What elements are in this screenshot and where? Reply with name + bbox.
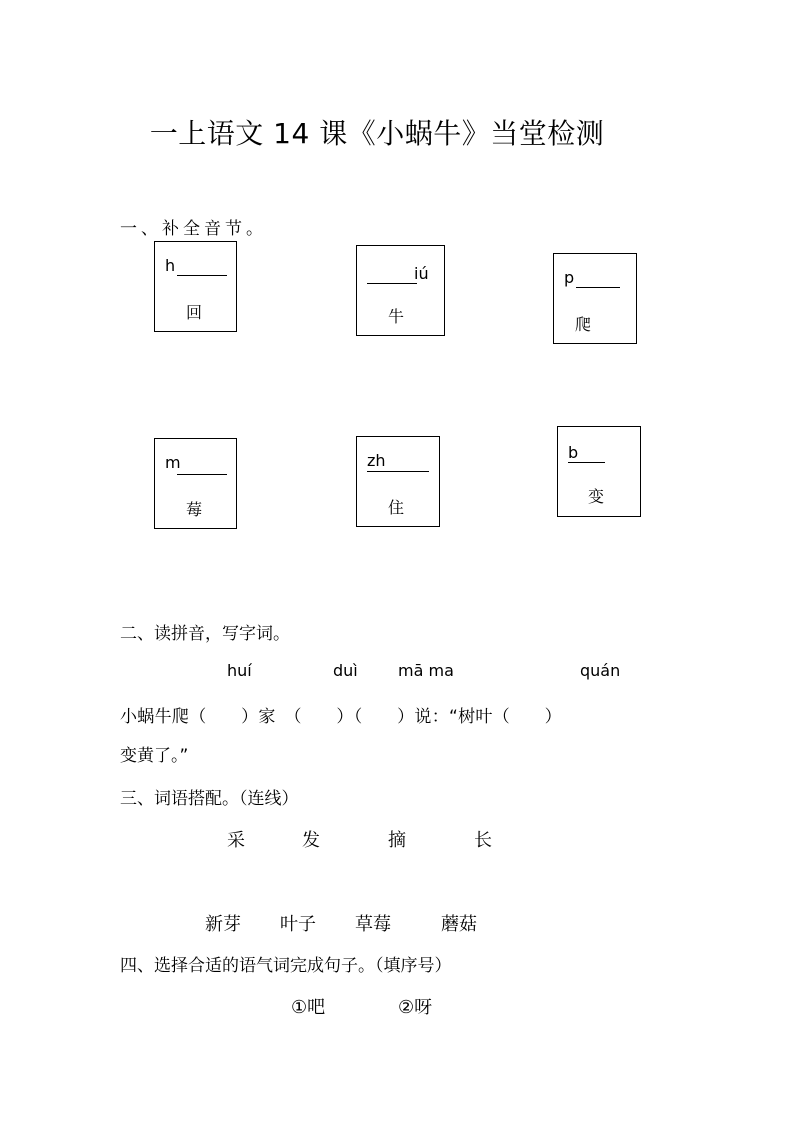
syllable-char: 牛 [388, 307, 405, 326]
syllable-char: 住 [388, 498, 405, 517]
option-ya: ②呀 [398, 997, 433, 1018]
syllable-char: 回 [186, 303, 203, 322]
pinyin-mama: mā ma [398, 661, 454, 680]
match-bottom-word[interactable]: 新芽 [205, 914, 241, 935]
syllable-char: 莓 [186, 500, 203, 519]
section1-heading: 一、补全音节。 [120, 219, 267, 239]
answer-line[interactable] [576, 287, 620, 288]
syllable-box-5 [356, 436, 440, 527]
section2-heading: 二、读拼音，写字词。 [120, 624, 290, 644]
syllable-box-6 [557, 426, 641, 517]
syllable-box-4 [154, 438, 237, 529]
fill-sentence-line-1[interactable]: 小蜗牛爬（ ）家 （ ）（ ）说：“树叶（ ） [120, 707, 562, 727]
match-bottom-word[interactable]: 叶子 [280, 914, 316, 935]
section3-heading: 三、词语搭配。（连线） [120, 789, 299, 809]
answer-line[interactable] [367, 283, 417, 284]
page-title: 一上语文 14 课《小蜗牛》当堂检测 [149, 117, 605, 150]
syllable-box-1 [154, 241, 237, 332]
answer-line[interactable] [177, 275, 227, 276]
syllable-initial: m [165, 453, 181, 472]
answer-line[interactable] [177, 474, 227, 475]
syllable-initial: b [568, 443, 579, 462]
answer-line[interactable] [568, 462, 605, 463]
fill-sentence-line-2: 变黄了。” [120, 746, 189, 766]
match-bottom-word[interactable]: 蘑菇 [441, 914, 477, 935]
pinyin-dui: duì [333, 661, 358, 680]
match-bottom-word[interactable]: 草莓 [355, 914, 391, 935]
syllable-final: iú [414, 264, 429, 283]
answer-line[interactable] [367, 471, 429, 472]
match-top-word[interactable]: 采 [227, 830, 245, 851]
syllable-char: 爬 [575, 315, 592, 334]
match-top-word[interactable]: 摘 [388, 830, 406, 851]
syllable-box-2 [356, 245, 445, 336]
pinyin-hui: huí [227, 661, 252, 680]
option-ba: ①吧 [291, 997, 326, 1018]
syllable-initial: zh [367, 451, 386, 470]
syllable-initial: p [564, 268, 575, 287]
section4-heading: 四、选择合适的语气词完成句子。（填序号） [120, 956, 452, 976]
match-top-word[interactable]: 发 [302, 830, 320, 851]
syllable-box-3 [553, 253, 637, 344]
syllable-char: 变 [588, 487, 605, 506]
syllable-initial: h [165, 256, 176, 275]
match-top-word[interactable]: 长 [474, 830, 492, 851]
pinyin-quan: quán [580, 661, 621, 680]
